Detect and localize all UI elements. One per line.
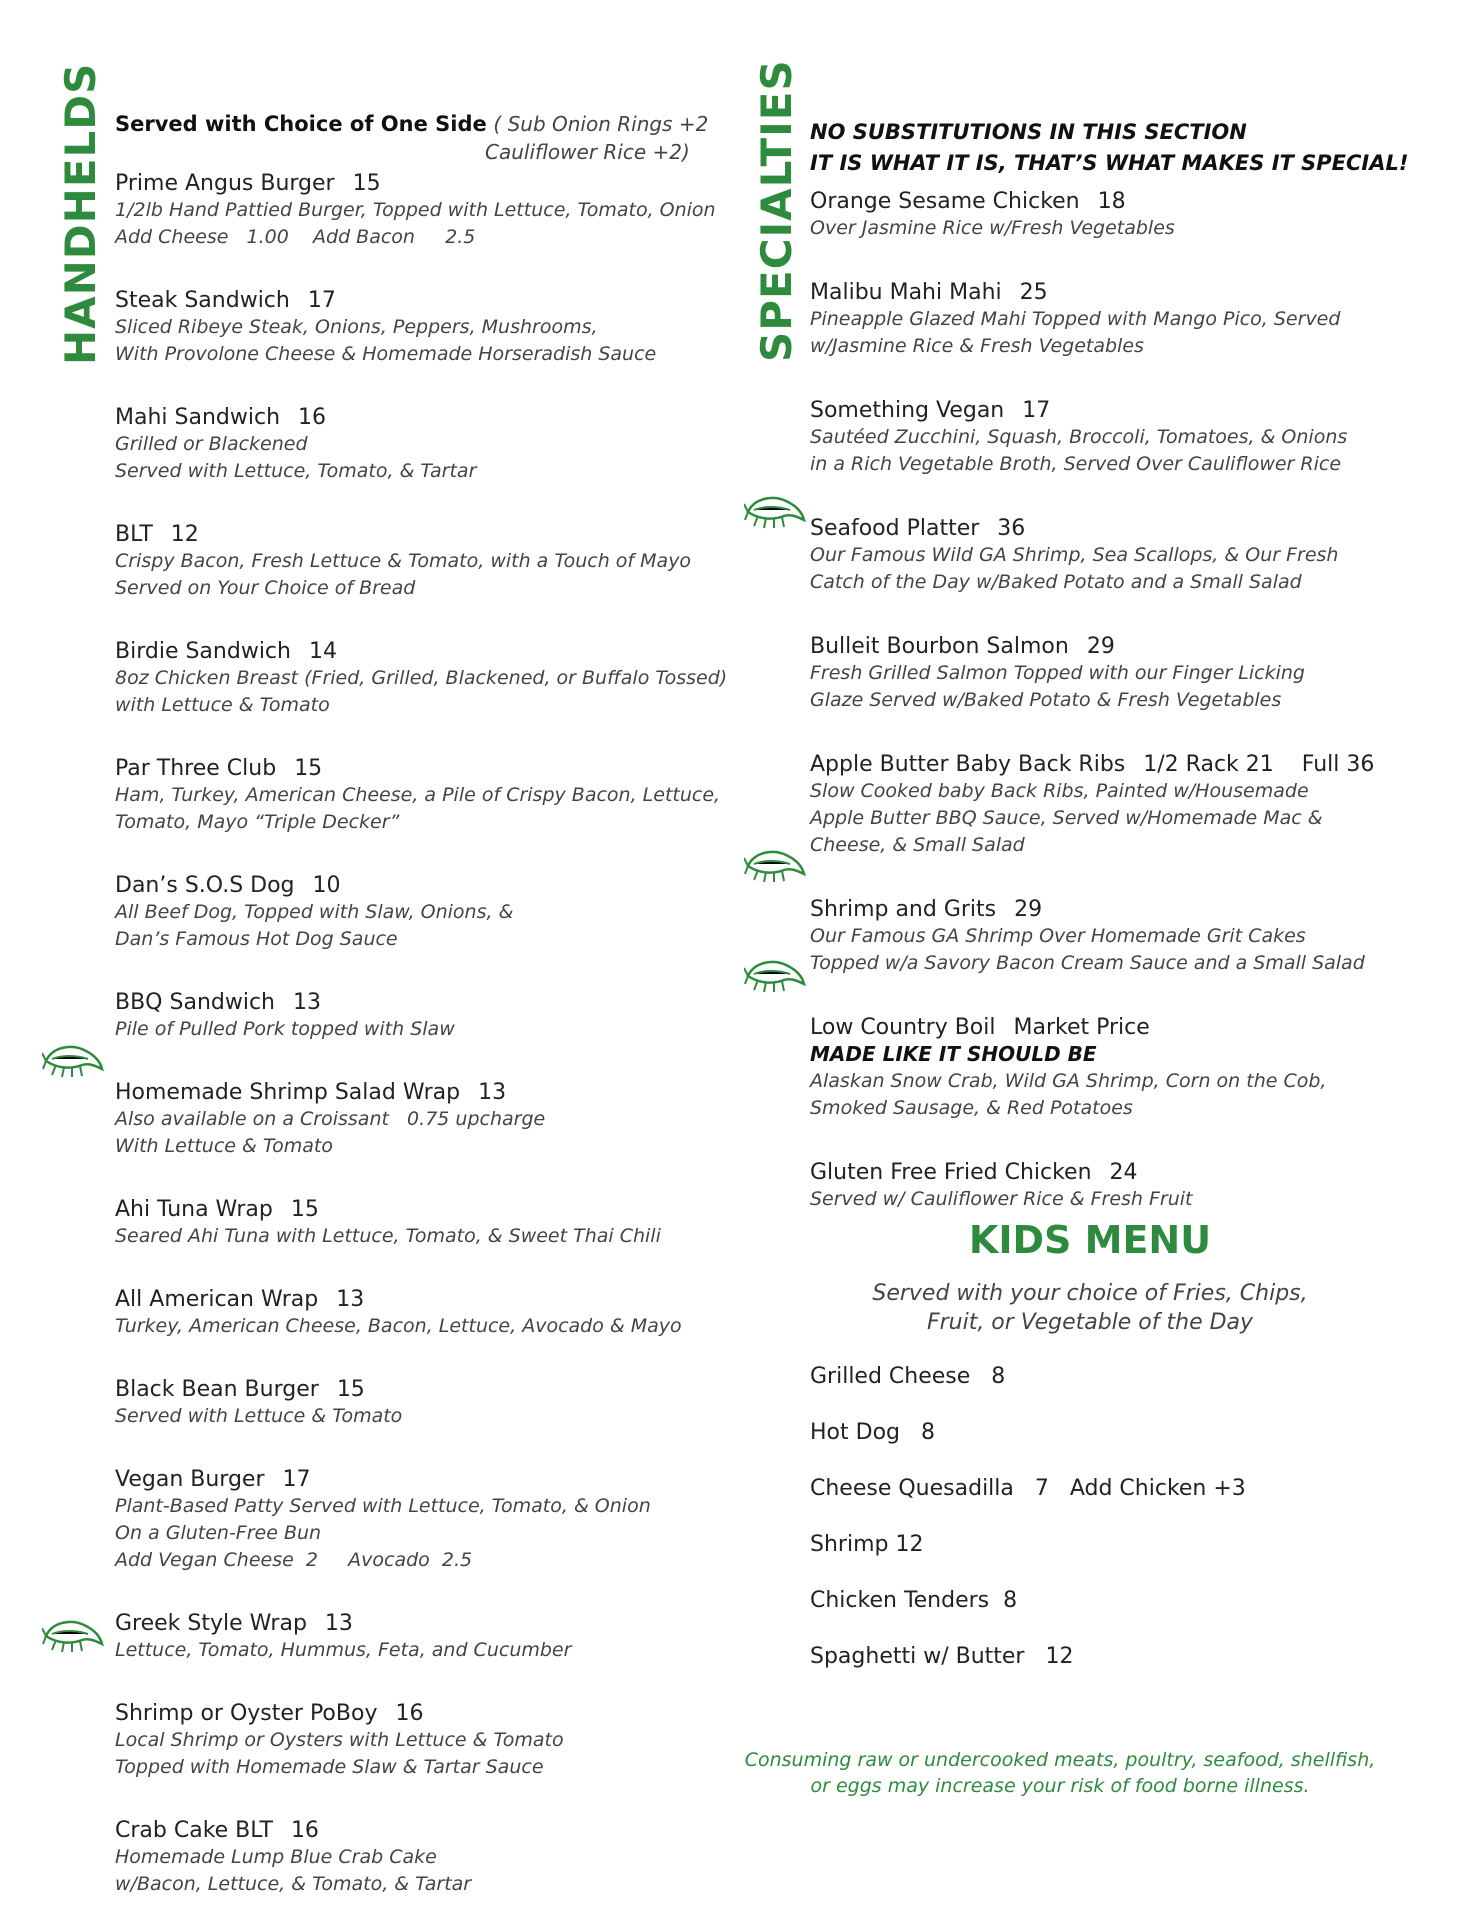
menu-item-description: Sautéed Zucchini, Squash, Broccoli, Tomatoes, & Onions xyxy=(810,426,1348,448)
handhelds-section xyxy=(115,112,735,1898)
menu-item-description: With Lettuce & Tomato xyxy=(115,1135,333,1157)
menu-item-description: Glaze Served w/Baked Potato & Fresh Vegetables xyxy=(810,689,1282,711)
menu-item-price: 16 xyxy=(395,1701,424,1726)
menu-item-title xyxy=(115,1196,735,1223)
menu-item-name: Mahi Sandwich xyxy=(115,405,281,430)
menu-item xyxy=(115,989,735,1043)
menu-item-name: Bulleit Bourbon Salmon xyxy=(810,634,1069,659)
menu-item-name: Low Country Boil xyxy=(810,1015,996,1040)
menu-item xyxy=(115,404,735,485)
menu-item-price: 13 xyxy=(478,1080,507,1105)
menu-item-description: Smoked Sausage, & Red Potatoes xyxy=(810,1097,1133,1119)
kids-sub-line-2: Fruit, or Vegetable of the Day xyxy=(926,1310,1254,1335)
menu-item-title xyxy=(810,896,1450,923)
menu-item xyxy=(810,188,1450,242)
menu-item-title xyxy=(115,170,735,197)
menu-item-description: 1/2lb Hand Pattied Burger, Topped with Lettuce, Tomato, Onion xyxy=(115,199,716,221)
menu-item-description: Ham, Turkey, American Cheese, a Pile of Crispy Bacon, Lettuce, xyxy=(115,784,721,806)
menu-item xyxy=(115,1817,735,1898)
menu-item-title xyxy=(115,755,735,782)
menu-item-name: Vegan Burger xyxy=(115,1467,265,1492)
menu-item xyxy=(810,279,1450,360)
menu-item-title xyxy=(115,287,735,314)
menu-item xyxy=(115,1466,735,1574)
disclaimer-line-1: Consuming raw or undercooked meats, poultry, seafood, shellfish, xyxy=(744,1749,1376,1771)
menu-item-price: 17 xyxy=(307,288,336,313)
menu-item-price: 15 xyxy=(290,1197,319,1222)
kids-menu-item: Grilled Cheese 8 xyxy=(810,1364,1006,1389)
menu-item-description: 8oz Chicken Breast (Fried, Grilled, Blackened, or Buffalo Tossed) xyxy=(115,667,728,689)
menu-item-description: w/Jasmine Rice & Fresh Vegetables xyxy=(810,335,1144,357)
menu-item-title xyxy=(810,751,1450,778)
menu-item xyxy=(115,1610,735,1664)
menu-item-name: Par Three Club xyxy=(115,756,277,781)
menu-item-name: BLT xyxy=(115,522,153,547)
shrimp-icon xyxy=(744,954,806,994)
menu-item-description: Dan’s Famous Hot Dog Sauce xyxy=(115,928,398,950)
menu-item-price: 24 xyxy=(1109,1160,1138,1185)
disclaimer-line-2: or eggs may increase your risk of food borne illness. xyxy=(810,1775,1310,1797)
menu-item-description: Over Jasmine Rice w/Fresh Vegetables xyxy=(810,217,1175,239)
menu-item-name: All American Wrap xyxy=(115,1287,319,1312)
menu-item-description: Add Cheese 1.00 Add Bacon 2.5 xyxy=(115,226,476,248)
menu-item-title xyxy=(115,1376,735,1403)
menu-item-description: Homemade Lump Blue Crab Cake xyxy=(115,1846,437,1868)
menu-item-description: with Lettuce & Tomato xyxy=(115,694,330,716)
menu-item-title xyxy=(115,404,735,431)
kids-menu-subtitle xyxy=(810,1279,1370,1337)
menu-item-description: Crispy Bacon, Fresh Lettuce & Tomato, with a Touch of Mayo xyxy=(115,550,692,572)
menu-item-name: Crab Cake BLT xyxy=(115,1818,273,1843)
menu-item-description: Lettuce, Tomato, Hummus, Feta, and Cucumber xyxy=(115,1639,572,1661)
menu-item xyxy=(810,1014,1450,1122)
menu-item-description: Seared Ahi Tuna with Lettuce, Tomato, & Sweet Thai Chili xyxy=(115,1225,661,1247)
menu-item-price: 17 xyxy=(282,1467,311,1492)
menu-item-title xyxy=(810,1159,1450,1186)
menu-item xyxy=(115,1376,735,1430)
menu-item-price: 17 xyxy=(1022,398,1051,423)
menu-item-description: Served w/ Cauliflower Rice & Fresh Fruit xyxy=(810,1188,1193,1210)
menu-item-name: Apple Butter Baby Back Ribs xyxy=(810,752,1126,777)
specialties-notice-2: IT IS WHAT IT IS, THAT’S WHAT MAKES IT SPECIAL! xyxy=(810,151,1409,175)
menu-item-price: 18 xyxy=(1097,189,1126,214)
menu-item-name: Birdie Sandwich xyxy=(115,639,291,664)
menu-item-name: Malibu Mahi Mahi xyxy=(810,280,1002,305)
menu-item-description: Add Vegan Cheese 2 Avocado 2.5 xyxy=(115,1549,473,1571)
menu-item-description: Also available on a Croissant 0.75 upcharge xyxy=(115,1108,546,1130)
kids-menu-items xyxy=(810,1362,1246,1698)
menu-item-description: All Beef Dog, Topped with Slaw, Onions, & xyxy=(115,901,514,923)
menu-item-title xyxy=(115,1079,735,1106)
kids-menu-item: Chicken Tenders 8 xyxy=(810,1588,1018,1613)
menu-item-title xyxy=(115,1700,735,1727)
menu-item-description: Pineapple Glazed Mahi Topped with Mango Pico, Served xyxy=(810,308,1341,330)
kids-menu-item: Cheese Quesadilla 7 Add Chicken +3 xyxy=(810,1476,1246,1501)
menu-item-title xyxy=(115,521,735,548)
menu-item-description: Grilled or Blackened xyxy=(115,433,308,455)
menu-item-description: w/Bacon, Lettuce, & Tomato, & Tartar xyxy=(115,1873,472,1895)
kids-menu-item: Spaghetti w/ Butter 12 xyxy=(810,1644,1074,1669)
menu-item-name: Black Bean Burger xyxy=(115,1377,319,1402)
menu-item-name: Homemade Shrimp Salad Wrap xyxy=(115,1080,461,1105)
menu-item xyxy=(115,1079,735,1160)
menu-item-description: Apple Butter BBQ Sauce, Served w/Homemade Mac & xyxy=(810,807,1323,829)
menu-item-title xyxy=(810,515,1450,542)
menu-item-title xyxy=(115,989,735,1016)
menu-item-price: 15 xyxy=(352,171,381,196)
menu-item-description: Turkey, American Cheese, Bacon, Lettuce, Avocado & Mayo xyxy=(115,1315,682,1337)
menu-item-description: Local Shrimp or Oysters with Lettuce & Tomato xyxy=(115,1729,564,1751)
food-safety-disclaimer xyxy=(740,1747,1380,1799)
menu-item-name: Ahi Tuna Wrap xyxy=(115,1197,273,1222)
menu-item-price: Market Price xyxy=(1013,1015,1150,1040)
menu-item-title xyxy=(810,188,1450,215)
handhelds-side-note xyxy=(115,112,735,170)
menu-item-price: 29 xyxy=(1014,897,1043,922)
sub-onion-rings-text: ( Sub Onion Rings +2 xyxy=(493,112,709,136)
menu-item-price: 25 xyxy=(1019,280,1048,305)
menu-item-description: Our Famous GA Shrimp Over Homemade Grit Cakes xyxy=(810,925,1306,947)
menu-item-name: BBQ Sandwich xyxy=(115,990,275,1015)
kids-sub-line-1: Served with your choice of Fries, Chips, xyxy=(872,1281,1308,1306)
menu-item-description: Topped with Homemade Slaw & Tartar Sauce xyxy=(115,1756,544,1778)
handhelds-items xyxy=(115,170,735,1898)
menu-item-name: Shrimp or Oyster PoBoy xyxy=(115,1701,378,1726)
menu-item xyxy=(115,872,735,953)
handhelds-section-label: HANDHELDS xyxy=(56,62,105,365)
menu-item xyxy=(810,751,1450,859)
menu-item-description: Plant-Based Patty Served with Lettuce, Tomato, & Onion xyxy=(115,1495,651,1517)
menu-item-price: 36 xyxy=(997,516,1026,541)
menu-item-description: With Provolone Cheese & Homemade Horseradish Sauce xyxy=(115,343,657,365)
shrimp-icon xyxy=(42,1614,104,1654)
menu-item-description: in a Rich Vegetable Broth, Served Over Cauliflower Rice xyxy=(810,453,1342,475)
menu-item-description: Catch of the Day w/Baked Potato and a Small Salad xyxy=(810,571,1302,593)
menu-item-price: 13 xyxy=(293,990,321,1015)
menu-item-description: Fresh Grilled Salmon Topped with our Finger Licking xyxy=(810,662,1305,684)
menu-item-title xyxy=(115,1466,735,1493)
menu-item-title xyxy=(115,1817,735,1844)
menu-item-title xyxy=(810,397,1450,424)
kids-menu-title: KIDS MENU xyxy=(968,1218,1212,1262)
menu-item-title xyxy=(115,872,735,899)
menu-item-title xyxy=(810,279,1450,306)
menu-item-name: Shrimp and Grits xyxy=(810,897,997,922)
menu-item-name: Something Vegan xyxy=(810,398,1005,423)
menu-item-description: Tomato, Mayo “Triple Decker” xyxy=(115,811,400,833)
specialties-section xyxy=(810,118,1450,1213)
menu-item-price: 1/2 Rack 21 Full 36 xyxy=(1143,752,1375,777)
menu-item-description: Pile of Pulled Pork topped with Slaw xyxy=(115,1018,455,1040)
menu-item xyxy=(115,638,735,719)
menu-item-price: 15 xyxy=(294,756,323,781)
menu-item-price: 14 xyxy=(308,639,337,664)
menu-item-price: 10 xyxy=(312,873,341,898)
menu-item-description: On a Gluten-Free Bun xyxy=(115,1522,322,1544)
menu-item-name: Orange Sesame Chicken xyxy=(810,189,1080,214)
menu-item xyxy=(810,397,1450,478)
shrimp-icon xyxy=(42,1039,104,1079)
menu-item-name: Steak Sandwich xyxy=(115,288,290,313)
menu-item-description: Cheese, & Small Salad xyxy=(810,834,1025,856)
menu-item-name: Seafood Platter xyxy=(810,516,980,541)
menu-item-description: Served on Your Choice of Bread xyxy=(115,577,416,599)
menu-item xyxy=(115,755,735,836)
menu-item xyxy=(115,1700,735,1781)
kids-menu-item: Shrimp 12 xyxy=(810,1532,924,1557)
menu-item xyxy=(810,896,1450,977)
menu-item-title xyxy=(810,1014,1450,1041)
menu-item-name: Gluten Free Fried Chicken xyxy=(810,1160,1092,1185)
menu-item xyxy=(115,521,735,602)
menu-item-price: 13 xyxy=(324,1611,353,1636)
menu-item-description: Sliced Ribeye Steak, Onions, Peppers, Mushrooms, xyxy=(115,316,598,338)
menu-item-name: Dan’s S.O.S Dog xyxy=(115,873,295,898)
menu-item-title xyxy=(810,633,1450,660)
sub-cauliflower-rice-text: Cauliflower Rice +2) xyxy=(485,140,690,164)
menu-item-description: Alaskan Snow Crab, Wild GA Shrimp, Corn on the Cob, xyxy=(810,1070,1327,1092)
menu-item xyxy=(115,1286,735,1340)
menu-item-price: 16 xyxy=(290,1818,319,1843)
menu-item xyxy=(810,1159,1450,1213)
menu-item-description: Topped w/a Savory Bacon Cream Sauce and a Small Salad xyxy=(810,952,1365,974)
specialties-items xyxy=(810,188,1450,1213)
kids-menu-item: Hot Dog 8 xyxy=(810,1420,935,1445)
menu-item-price: 16 xyxy=(298,405,327,430)
specialties-section-label: SPECIALTIES xyxy=(752,59,801,362)
menu-item-tagline: MADE LIKE IT SHOULD BE xyxy=(810,1042,1097,1066)
menu-item-price: 13 xyxy=(336,1287,365,1312)
menu-item-title xyxy=(115,1286,735,1313)
menu-item-description: Served with Lettuce & Tomato xyxy=(115,1405,403,1427)
menu-item-description: Slow Cooked baby Back Ribs, Painted w/Housemade xyxy=(810,780,1309,802)
menu-item xyxy=(810,633,1450,714)
menu-item-description: Our Famous Wild GA Shrimp, Sea Scallops, & Our Fresh xyxy=(810,544,1339,566)
menu-item-title xyxy=(115,638,735,665)
menu-item-price: 15 xyxy=(336,1377,365,1402)
menu-item xyxy=(115,170,735,251)
shrimp-icon xyxy=(744,844,806,884)
specialties-notice-1: NO SUBSTITUTIONS IN THIS SECTION xyxy=(810,120,1247,144)
menu-item-price: 29 xyxy=(1086,634,1115,659)
shrimp-icon xyxy=(744,490,806,530)
menu-item-name: Greek Style Wrap xyxy=(115,1611,307,1636)
menu-item-name: Prime Angus Burger xyxy=(115,171,335,196)
menu-item xyxy=(115,287,735,368)
menu-item-title xyxy=(115,1610,735,1637)
menu-item-description: Served with Lettuce, Tomato, & Tartar xyxy=(115,460,477,482)
menu-item-price: 12 xyxy=(170,522,199,547)
menu-item xyxy=(115,1196,735,1250)
menu-item xyxy=(810,515,1450,596)
served-with-side-text: Served with Choice of One Side xyxy=(115,112,487,136)
